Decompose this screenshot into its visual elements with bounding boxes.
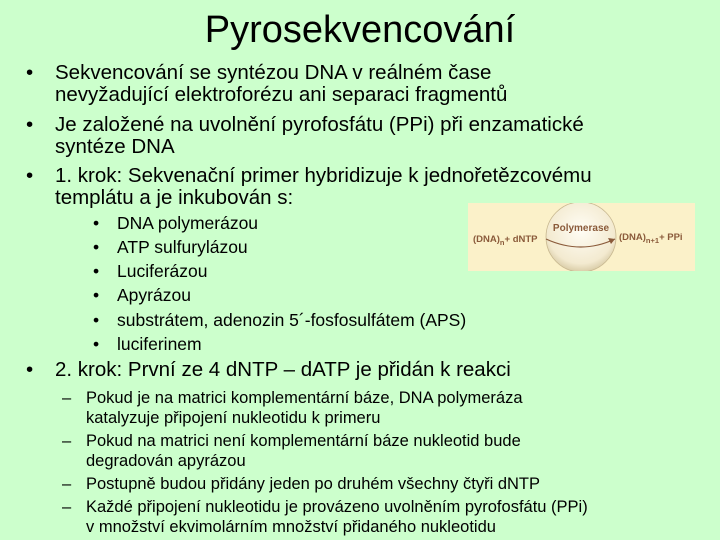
product-label: $(DNA)_{n+1}+$ PPi: [619, 232, 683, 245]
bullet-text: Je založené na uvolnění pyrofosfátu (PPi) při enzamatické syntéze DNA: [55, 113, 584, 158]
bullet-text: Sekvencování se syntézou DNA v reálném čase nevyžadující elektroforézu ani separaci fragmentů: [55, 61, 508, 106]
bullet-marker: •: [26, 113, 34, 136]
slide-title: Pyrosekvencování: [204, 9, 516, 51]
bullet-marker: •: [26, 61, 34, 84]
bullet-marker: •: [26, 164, 34, 187]
enzyme-circle: [546, 203, 616, 271]
polymerase-reaction-diagram: [468, 203, 695, 271]
enzyme-label: Polymerase: [552, 223, 610, 234]
bullet-text: 2. krok: První ze 4 dNTP – dATP je přidán k reakci: [55, 358, 511, 381]
bullet-text: 1. krok: Sekvenační primer hybridizuje k jednořetězcovému templátu a je inkubován s:: [55, 164, 592, 209]
bullet-marker: •: [26, 358, 34, 381]
reactant-label: $(DNA)_n+$ dNTP: [473, 234, 538, 247]
